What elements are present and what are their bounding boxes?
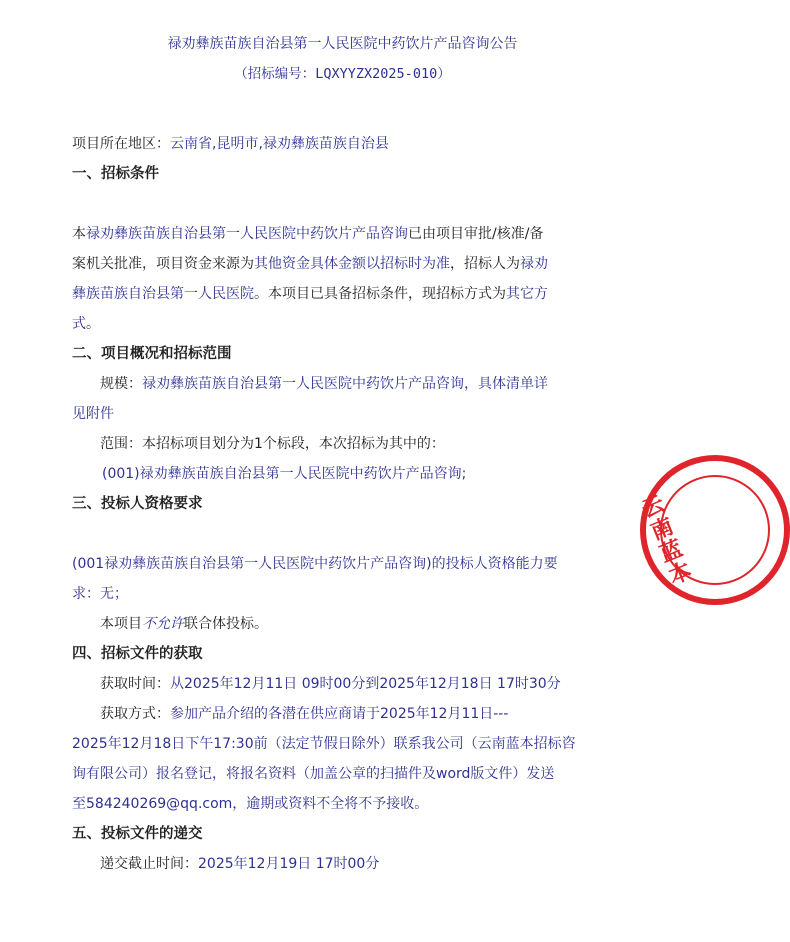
qualification-line-2: 求：无；	[72, 586, 128, 602]
tender-method: 式	[72, 316, 86, 332]
obtain-method-line	[100, 704, 508, 724]
section1-line-1	[72, 224, 543, 244]
obtain-time-value: 从2025年12月11日 09时00分到2025年12月18日 17时30分	[170, 676, 561, 692]
section-heading-5: 五、投标文件的递交	[72, 826, 203, 842]
text-span: 。本项目已具备招标条件，现招标方式为	[254, 286, 506, 302]
region-label: 项目所在地区：	[72, 136, 170, 152]
section-heading-2: 二、项目概况和招标范围	[72, 346, 232, 362]
region-value: 云南省,昆明市,禄劝彝族苗族自治县	[170, 136, 389, 152]
section1-line-3	[72, 284, 548, 304]
section1-line-2	[72, 254, 548, 274]
section-heading-4: 四、招标文件的获取	[72, 646, 203, 662]
deadline-line	[100, 854, 379, 874]
project-name: 禄劝彝族苗族自治县第一人民医院中药饮片产品咨询	[86, 226, 408, 242]
scale-value: 禄劝彝族苗族自治县第一人民医院中药饮片产品咨询，具体清单详	[142, 376, 548, 392]
text-span: 已由项目审批/核准/备	[408, 226, 544, 242]
fund-source: 其他资金具体金额以招标时为准	[254, 256, 450, 272]
tenderer-name: 禄劝	[520, 256, 548, 272]
deadline-label: 递交截止时间：	[100, 856, 198, 872]
consortium-line	[100, 614, 268, 634]
tender-method: 其它方	[506, 286, 548, 302]
bid-number: （招标编号：LQXYYZX2025-010）	[234, 66, 451, 82]
obtain-method-value: 参加产品介绍的各潜在供应商请于2025年12月11日---	[170, 706, 509, 722]
obtain-method-line-4: 至584240269@qq.com，逾期或资料不全将不予接收。	[72, 796, 429, 812]
section-heading-3: 三、投标人资格要求	[72, 496, 203, 512]
text-span: 联合体投标。	[184, 616, 268, 632]
obtain-time-label: 获取时间：	[100, 676, 170, 692]
page-title: 禄劝彝族苗族自治县第一人民医院中药饮片产品咨询公告	[167, 36, 518, 52]
text-span: ，招标人为	[450, 256, 520, 272]
range-line: 范围：本招标项目划分为1个标段，本次招标为其中的：	[100, 436, 445, 452]
company-seal-stamp	[640, 455, 790, 605]
text-span: 案机关批准，项目资金来源为	[72, 256, 254, 272]
tenderer-name: 彝族苗族自治县第一人民医院	[72, 286, 254, 302]
consortium-value: 不允许	[142, 616, 184, 632]
region-line	[72, 134, 389, 154]
scale-label: 规模：	[100, 376, 142, 392]
section-heading-1: 一、招标条件	[72, 166, 159, 182]
text-span: 。	[86, 316, 100, 332]
obtain-method-line-2: 2025年12月18日下午17:30前（法定节假日除外）联系我公司（云南蓝本招标咨	[72, 736, 576, 752]
scale-line-2: 见附件	[72, 406, 114, 422]
lot-line: (001)禄劝彝族苗族自治县第一人民医院中药饮片产品咨询;	[102, 466, 467, 482]
obtain-method-line-3: 询有限公司）报名登记，将报名资料（加盖公章的扫描件及word版文件）发送	[72, 766, 555, 782]
scale-line	[100, 374, 548, 394]
obtain-time-line	[100, 674, 561, 694]
deadline-value: 2025年12月19日 17时00分	[198, 856, 380, 872]
qualification-line-1: (001禄劝彝族苗族自治县第一人民医院中药饮片产品咨询)的投标人资格能力要	[72, 556, 558, 572]
section1-line-4	[72, 314, 100, 334]
obtain-method-label: 获取方式：	[100, 706, 170, 722]
text-span: 本	[72, 226, 86, 242]
seal-text: 云南蓝本	[638, 491, 696, 591]
text-span: 本项目	[100, 616, 142, 632]
